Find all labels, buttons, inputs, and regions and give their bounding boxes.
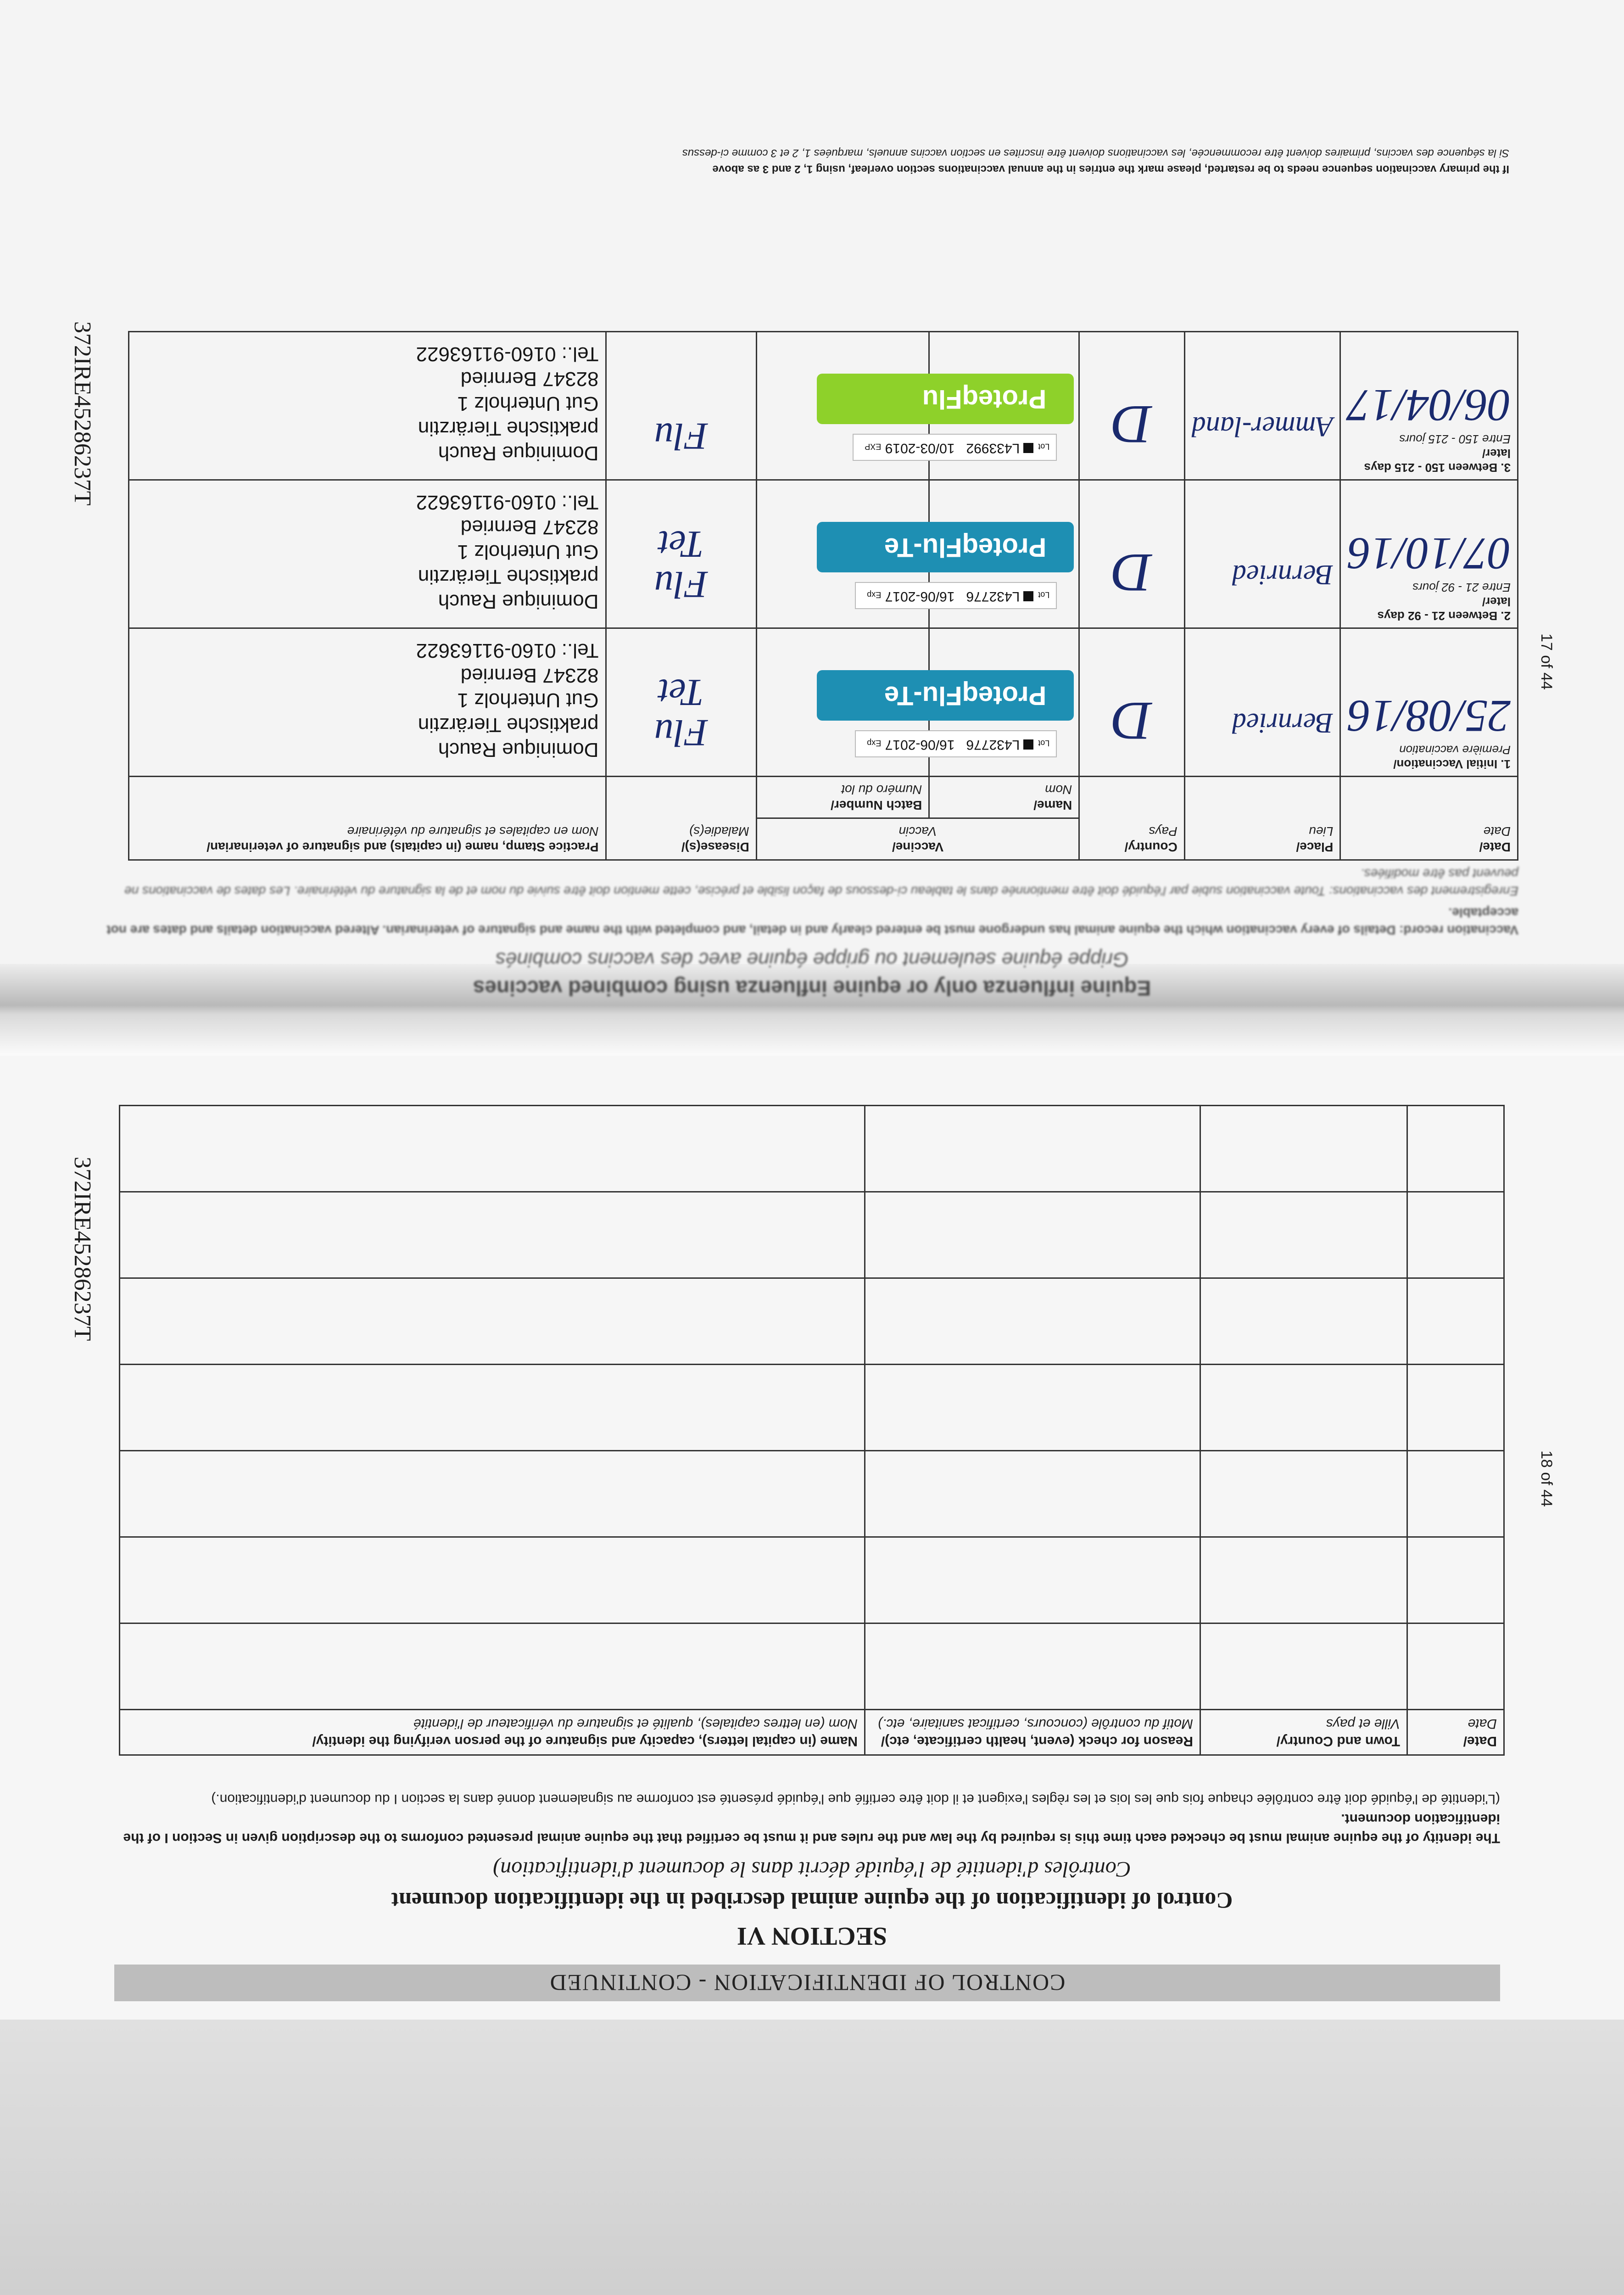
col-town-country: Town and Country/ Ville et pays bbox=[1200, 1710, 1407, 1755]
date-cell bbox=[1340, 332, 1518, 480]
vaccination-date: 25/08/16 bbox=[1347, 691, 1511, 742]
table-header-row bbox=[120, 1710, 1504, 1755]
vaccination-country: D bbox=[1112, 691, 1152, 752]
vaccination-country: D bbox=[1112, 394, 1152, 455]
date-cell bbox=[1340, 480, 1518, 628]
disease-cell bbox=[606, 332, 756, 480]
vet-stamp bbox=[136, 341, 599, 465]
lot-label: Lot bbox=[1038, 739, 1050, 748]
stage-label-fr: Entre 21 - 92 jours bbox=[1412, 581, 1511, 594]
stamp-line: praktische Tierärztin bbox=[418, 565, 599, 588]
vaccination-title-fr: Grippe équine seulement ou grippe équine avec des vaccins combinés bbox=[495, 948, 1129, 971]
page-17 bbox=[0, 0, 1624, 1000]
table-header-row bbox=[129, 818, 1518, 860]
stamp-line: Dominique Rauch bbox=[438, 442, 599, 465]
col-disease: Disease(s)/ Maladie(s) bbox=[606, 777, 756, 860]
table-cell bbox=[1407, 1192, 1504, 1278]
table-cell bbox=[1407, 1537, 1504, 1623]
restart-footnote-fr: Si la séquence des vaccins, primaires doivent être recommencée, les vaccinations doivent être inscrites en section vaccins annuels, marquées 1, 2 et 3 comme ci-dessus bbox=[682, 147, 1509, 159]
instructions-en: The identity of the equine animal must be checked each time this is required by the law and the rules and it must be certified that the equine animal presented conforms to the description given in Section I of the identification document. bbox=[123, 1811, 1500, 1846]
table-row bbox=[120, 1623, 1504, 1710]
table-cell bbox=[865, 1451, 1200, 1537]
passport-code: 372IRE45286237T bbox=[69, 1157, 95, 1341]
expiry-label: Exp bbox=[867, 739, 882, 748]
col-date: Date/ Date bbox=[1340, 777, 1518, 860]
stamp-line: Tel.: 0160-91163622 bbox=[416, 491, 599, 514]
batch-label bbox=[855, 730, 1057, 757]
stamp-line: 82347 Bernried bbox=[460, 516, 599, 538]
stamp-line: Dominique Rauch bbox=[438, 739, 599, 761]
stage-label: 1. Initial Vaccination/ bbox=[1393, 757, 1511, 771]
vaccination-date: 06/04/17 bbox=[1347, 380, 1511, 431]
table-cell bbox=[1407, 1451, 1504, 1537]
identity-check-table bbox=[119, 1105, 1505, 1756]
vaccination-instructions-en: Vaccination record: Details of every vaccination which the equine animal has undergone must be entered clearly and in detail, and completed with the name and signature of veterinarian. Altered vaccination details and dates are not acceptable. bbox=[106, 906, 1518, 937]
stamp-line: praktische Tierärztin bbox=[418, 417, 599, 440]
barcode-square-icon bbox=[1023, 739, 1033, 750]
vaccination-row bbox=[129, 332, 1518, 480]
col-batch: Batch Number/ Numéro du lot bbox=[756, 777, 929, 818]
table-cell bbox=[1200, 1537, 1407, 1623]
header-band-text: CONTROL OF IDENTIFICATION - CONTINUED bbox=[549, 1970, 1066, 1996]
vaccination-place: Ammer-land bbox=[1191, 411, 1334, 442]
vaccination-table bbox=[128, 331, 1518, 861]
disease-cell bbox=[606, 480, 756, 628]
stamp-line: praktische Tierärztin bbox=[418, 714, 599, 736]
vaccine-name: ProteqFlu-Te bbox=[884, 532, 1047, 562]
stamp-line: Dominique Rauch bbox=[438, 590, 599, 613]
lot-label: Lot bbox=[1038, 442, 1050, 451]
table-cell bbox=[120, 1365, 865, 1451]
table-cell bbox=[865, 1106, 1200, 1192]
vaccination-instructions-fr: Enregistrement des vaccinations: Toute vaccination subie par l'équidé doit être mentionnée dans le tableau ci-dessous de façon lisible et précise, cette mention doit être suivie du nom et de la signature du vétérinaire. Les dates de vaccinations ne peuvent pas être modifiées. bbox=[124, 867, 1518, 898]
disease-cell bbox=[606, 628, 756, 777]
barcode-square-icon bbox=[1023, 591, 1033, 601]
vaccination-title-en: Equine influenza only or equine influenza using combined vaccines bbox=[473, 976, 1151, 1000]
batch-expiry: 10/03-2019 bbox=[885, 441, 955, 456]
table-cell bbox=[120, 1537, 865, 1623]
table-cell bbox=[865, 1623, 1200, 1710]
vaccine-name: ProteqFlu-Te bbox=[884, 681, 1047, 711]
table-cell bbox=[120, 1451, 865, 1537]
disease-entry: Flu bbox=[654, 563, 708, 606]
restart-footnote-en: If the primary vaccination sequence needs to be restarted, please mark the entries in the annual vaccinations section overleaf, using 1, 2 and 3 as above bbox=[712, 163, 1509, 175]
vaccination-country: D bbox=[1112, 543, 1152, 604]
vaccination-row bbox=[129, 480, 1518, 628]
batch-label bbox=[853, 434, 1057, 461]
table-row bbox=[120, 1192, 1504, 1278]
table-cell bbox=[120, 1623, 865, 1710]
disease-entry: Flu bbox=[654, 711, 708, 754]
col-verifier: Name (in capital letters), capacity and signature of the person verifying the identity/ Nom (en lettres capitales), qualité et signature du vérificateur de l'identité bbox=[120, 1710, 865, 1755]
vaccination-place: Bernried bbox=[1232, 707, 1334, 739]
table-cell bbox=[1407, 1365, 1504, 1451]
table-cell bbox=[1200, 1106, 1407, 1192]
section-title: SECTION VI bbox=[737, 1922, 887, 1950]
table-cell bbox=[1200, 1192, 1407, 1278]
table-cell bbox=[865, 1278, 1200, 1365]
stage-label: 3. Between 150 - 215 days later/ bbox=[1364, 447, 1511, 475]
stamp-line: Gut Unterholz 1 bbox=[457, 689, 599, 711]
table-cell bbox=[1200, 1278, 1407, 1365]
disease-entry: Tet bbox=[658, 671, 704, 714]
table-cell bbox=[865, 1365, 1200, 1451]
table-cell bbox=[1407, 1278, 1504, 1365]
page-18 bbox=[0, 1056, 1624, 2020]
disease-entry: Tet bbox=[658, 523, 704, 565]
header-band bbox=[114, 1965, 1500, 2001]
place-cell bbox=[1184, 332, 1340, 480]
vet-stamp bbox=[136, 638, 599, 762]
table-cell bbox=[120, 1106, 865, 1192]
country-cell bbox=[1079, 332, 1184, 480]
table-cell bbox=[1200, 1451, 1407, 1537]
table-cell bbox=[120, 1192, 865, 1278]
stamp-line: Tel.: 0160-91163622 bbox=[416, 639, 599, 662]
batch-number: L432776 bbox=[966, 737, 1020, 752]
stage-label: 2. Between 21 - 92 days later/ bbox=[1377, 595, 1511, 623]
batch-label bbox=[855, 582, 1057, 609]
table-cell bbox=[1200, 1623, 1407, 1710]
col-reason: Reason for check (event, health certificate, etc)/ Motif du contrôle (concours, certificat sanitaire, etc.) bbox=[865, 1710, 1200, 1755]
table-cell bbox=[1407, 1106, 1504, 1192]
stamp-cell bbox=[129, 628, 606, 777]
vaccine-name: ProteqFlu bbox=[922, 384, 1047, 414]
passport-code: 372IRE45286237T bbox=[69, 321, 95, 506]
stage-label-fr: Entre 150 - 215 jours bbox=[1399, 432, 1511, 446]
col-place: Place/ Lieu bbox=[1184, 777, 1340, 860]
batch-number: L432776 bbox=[966, 589, 1020, 604]
table-cell bbox=[865, 1192, 1200, 1278]
expiry-label: EXP bbox=[865, 442, 882, 451]
stamp-line: Gut Unterholz 1 bbox=[457, 392, 599, 415]
stamp-line: 82347 Bernried bbox=[460, 368, 599, 390]
title-fr: Contrôles d'identité de l'équidé décrit dans le document d'identification) bbox=[493, 1857, 1131, 1881]
col-stamp: Practice Stamp, name (in capitals) and signature of veterinarian/ Nom en capitales et signature du vétérinaire bbox=[129, 777, 606, 860]
stamp-line: Tel.: 0160-91163622 bbox=[416, 343, 599, 365]
table-cell bbox=[1407, 1623, 1504, 1710]
date-cell bbox=[1340, 628, 1518, 777]
barcode-square-icon bbox=[1023, 443, 1033, 453]
table-cell bbox=[865, 1537, 1200, 1623]
vet-stamp bbox=[136, 490, 599, 614]
batch-expiry: 16/06-2017 bbox=[885, 737, 955, 752]
stage-label-fr: Première vaccination bbox=[1399, 743, 1511, 757]
stamp-line: 82347 Bernried bbox=[460, 664, 599, 687]
lot-label: Lot bbox=[1038, 590, 1050, 599]
page-number: 18 of 44 bbox=[1538, 1450, 1555, 1507]
batch-number: L433992 bbox=[966, 441, 1020, 456]
table-row bbox=[120, 1278, 1504, 1365]
col-country: Country/ Pays bbox=[1079, 777, 1184, 860]
page-number: 17 of 44 bbox=[1538, 633, 1555, 690]
table-row bbox=[120, 1451, 1504, 1537]
disease-entry: Flu bbox=[654, 415, 708, 458]
country-cell bbox=[1079, 480, 1184, 628]
scanner-shadow bbox=[0, 2020, 1624, 2295]
table-row bbox=[120, 1106, 1504, 1192]
stamp-cell bbox=[129, 480, 606, 628]
expiry-label: Exp bbox=[867, 590, 882, 599]
title-en: Control of identification of the equine animal described in the identification document bbox=[391, 1888, 1233, 1914]
table-row bbox=[120, 1537, 1504, 1623]
place-cell bbox=[1184, 480, 1340, 628]
place-cell bbox=[1184, 628, 1340, 777]
country-cell bbox=[1079, 628, 1184, 777]
vaccination-row bbox=[129, 628, 1518, 777]
instructions-fr: (L'identité de l'équidé doit être contrôlée chaque fois que les lois et les règles l'exigent et il doit être certifié que l'équidé présenté est conforme au signalement donné dans la section I du document d'identification.) bbox=[211, 1791, 1500, 1807]
vaccination-place: Bernried bbox=[1232, 559, 1334, 590]
batch-expiry: 16/06-2017 bbox=[885, 589, 955, 604]
col-vaccine: Vaccine/ Vaccin bbox=[756, 818, 1079, 860]
table-row bbox=[120, 1365, 1504, 1451]
vaccination-date: 07/10/16 bbox=[1347, 528, 1511, 579]
stamp-line: Gut Unterholz 1 bbox=[457, 541, 599, 563]
table-cell bbox=[1200, 1365, 1407, 1451]
table-cell bbox=[120, 1278, 865, 1365]
stamp-cell bbox=[129, 332, 606, 480]
col-date: Date/ Date bbox=[1407, 1710, 1504, 1755]
col-vaccine-name: Name/ Nom bbox=[929, 777, 1079, 818]
